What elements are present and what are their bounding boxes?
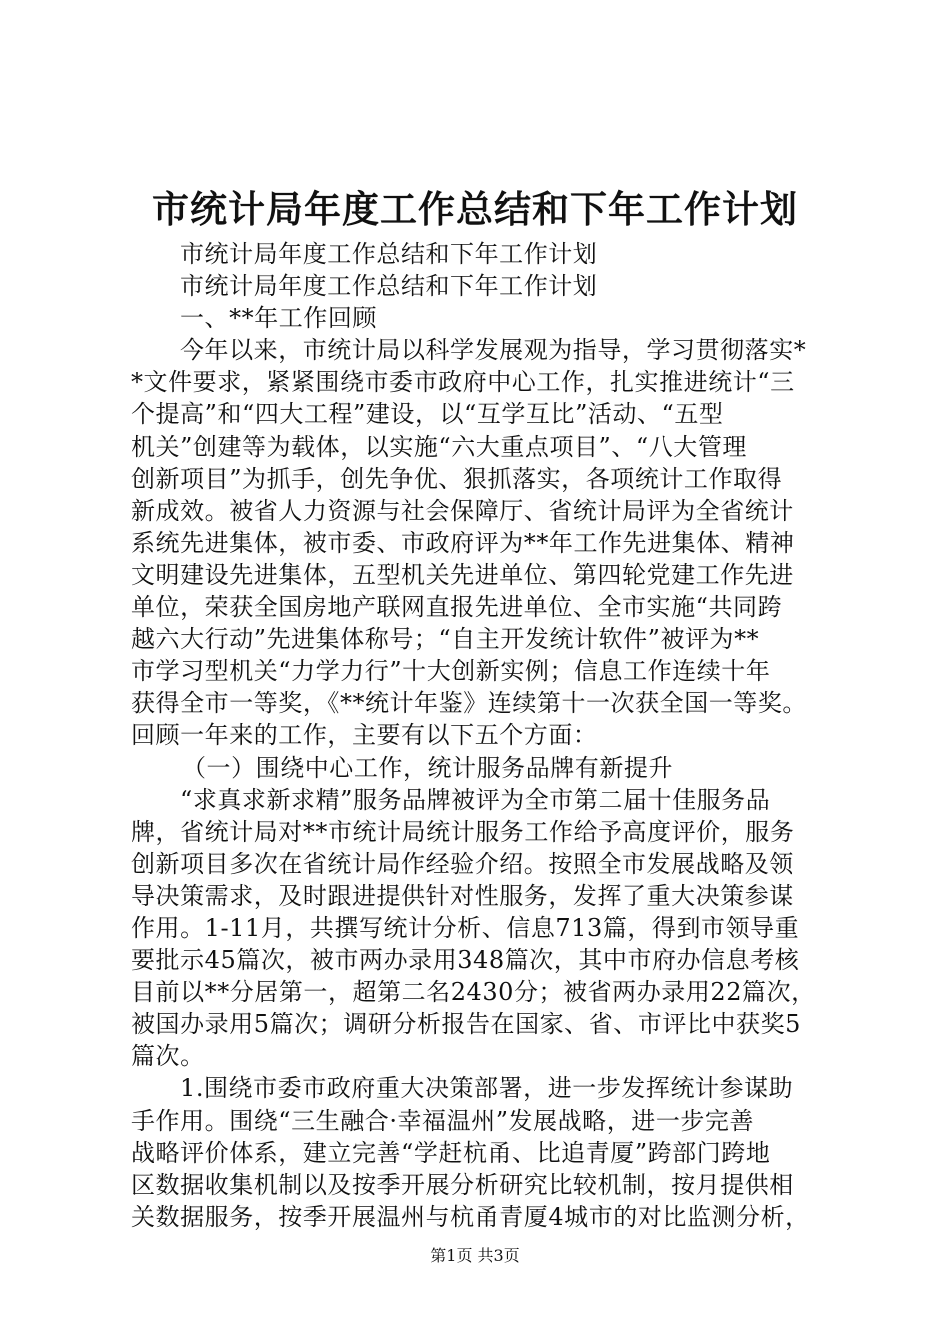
- body-line: 区数据收集机制以及按季开展分析研究比较机制，按月提供相: [131, 1170, 794, 1199]
- body-line: 单位，荣获全国房地产联网直报先进单位、全市实施“共同跨: [131, 593, 783, 622]
- body-line: 今年以来，市统计局以科学发展观为指导，学习贯彻落实*: [180, 336, 807, 365]
- body-line: *文件要求，紧紧围绕市委市政府中心工作，扎实推进统计“三: [131, 368, 795, 397]
- body-line: 市学习型机关“力学力行”十大创新实例；信息工作连续十年: [131, 657, 771, 686]
- body-line: 市统计局年度工作总结和下年工作计划: [180, 272, 598, 301]
- body-line: 机关”创建等为载体，以实施“六大重点项目”、“八大管理: [131, 432, 747, 461]
- body-line: （一）围绕中心工作，统计服务品牌有新提升: [182, 753, 673, 782]
- body-line: 被国办录用5篇次；调研分析报告在国家、省、市评比中获奖5: [131, 1010, 801, 1039]
- body-line: 越六大行动”先进集体称号；“自主开发统计软件”被评为**: [131, 625, 760, 654]
- body-line: 战略评价体系，建立完善“学赶杭甬、比追青厦”跨部门跨地: [131, 1138, 771, 1167]
- body-line: “求真求新求精”服务品牌被评为全市第二届十佳服务品: [180, 785, 771, 814]
- page-footer: 第1页 共3页: [430, 1246, 520, 1265]
- body-line: 回顾一年来的工作，主要有以下五个方面：: [131, 721, 598, 750]
- body-line: 要批示45篇次，被市两办录用348篇次，其中市府办信息考核: [131, 946, 800, 975]
- body-line: 系统先进集体，被市委、市政府评为**年工作先进集体、精神: [131, 528, 795, 557]
- body-line: 关数据服务，按季开展温州与杭甬青厦4城市的对比监测分析，: [131, 1202, 810, 1231]
- body-line: 导决策需求，及时跟进提供针对性服务，发挥了重大决策参谋: [131, 881, 794, 910]
- body-line: 手作用。围绕“三生融合·幸福温州”发展战略，进一步完善: [131, 1106, 755, 1135]
- document-title: 市统计局年度工作总结和下年工作计划: [152, 187, 798, 231]
- body-line: 目前以**分居第一，超第二名2430分；被省两办录用22篇次，: [131, 978, 816, 1007]
- body-line: 文明建设先进集体，五型机关先进单位、第四轮党建工作先进: [131, 560, 794, 589]
- body-line: 作用。1-11月，共撰写统计分析、信息713篇，得到市领导重: [131, 913, 800, 942]
- document-body: [131, 238, 831, 1233]
- body-line: 新成效。被省人力资源与社会保障厅、省统计局评为全省统计: [131, 496, 794, 525]
- body-line: 创新项目多次在省统计局作经验介绍。按照全市发展战略及领: [131, 849, 794, 878]
- body-line: 个提高”和“四大工程”建设，以“互学互比”活动、“五型: [131, 400, 724, 429]
- body-line: 一、**年工作回顾: [180, 304, 377, 333]
- body-line: 1.围绕市委市政府重大决策部署，进一步发挥统计参谋助: [180, 1074, 794, 1103]
- body-line: 篇次。: [131, 1042, 205, 1071]
- body-line: 牌，省统计局对**市统计局统计服务工作给予高度评价，服务: [131, 817, 795, 846]
- body-line: 创新项目”为抓手，创先争优、狠抓落实，各项统计工作取得: [131, 464, 783, 493]
- body-line: 获得全市一等奖，《**统计年鉴》连续第十一次获全国一等奖。: [131, 689, 807, 718]
- body-line: 市统计局年度工作总结和下年工作计划: [180, 240, 598, 268]
